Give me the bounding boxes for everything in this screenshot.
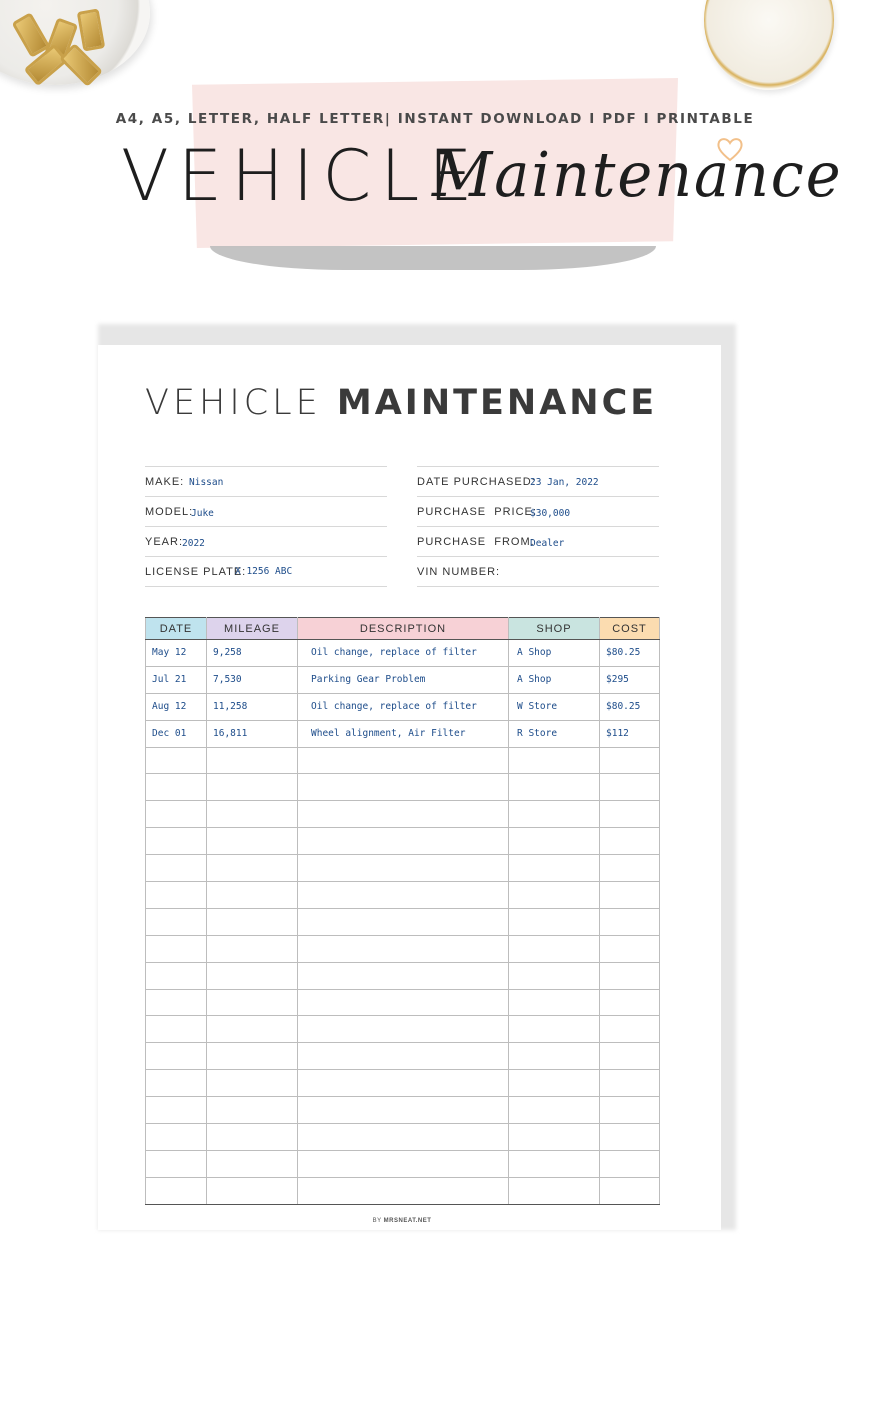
cell-date[interactable]	[146, 962, 207, 989]
date-purchased-value: 23 Jan, 2022	[530, 477, 599, 488]
year-label: YEAR:	[145, 536, 184, 548]
cell-mileage[interactable]	[207, 828, 298, 855]
column-header-mileage: MILEAGE	[207, 618, 298, 640]
cell-shop[interactable]	[509, 1124, 600, 1151]
cell-shop[interactable]	[509, 1016, 600, 1043]
vin-number-field[interactable]	[417, 557, 659, 587]
cell-date[interactable]: Aug 12	[146, 693, 207, 720]
page-title-bold: MAINTENANCE	[336, 383, 658, 423]
license-plate-value: X 1256 ABC	[235, 566, 293, 577]
cell-mileage[interactable]: 11,258	[207, 693, 298, 720]
cell-shop[interactable]	[509, 801, 600, 828]
cell-description[interactable]: Oil change, replace of filter	[298, 693, 509, 720]
purchase-from-value: Dealer	[530, 538, 565, 549]
table-row	[146, 1124, 660, 1151]
cell-date[interactable]	[146, 989, 207, 1016]
column-header-shop: SHOP	[509, 618, 600, 640]
cell-cost[interactable]: $80.25	[600, 693, 660, 720]
year-value: 2022	[182, 538, 205, 549]
cell-date[interactable]	[146, 1016, 207, 1043]
license-plate-label: LICENSE PLATE:	[145, 566, 247, 578]
table-row	[146, 989, 660, 1016]
cell-description[interactable]	[298, 1070, 509, 1097]
cell-cost[interactable]	[600, 747, 660, 774]
cell-description[interactable]	[298, 747, 509, 774]
cell-date[interactable]: Dec 01	[146, 720, 207, 747]
cell-description[interactable]	[298, 1150, 509, 1177]
cell-shop[interactable]	[509, 908, 600, 935]
cell-mileage[interactable]: 7,530	[207, 666, 298, 693]
cell-date[interactable]	[146, 1177, 207, 1204]
vin-number-label: VIN NUMBER:	[417, 566, 501, 578]
table-row	[146, 1177, 660, 1204]
banner-tape-shadow	[210, 246, 656, 270]
cell-description[interactable]	[298, 962, 509, 989]
cell-cost[interactable]	[600, 828, 660, 855]
table-row	[146, 693, 660, 720]
cell-shop[interactable]	[509, 1177, 600, 1204]
cell-shop[interactable]: A Shop	[509, 666, 600, 693]
cell-mileage[interactable]: 9,258	[207, 640, 298, 667]
table-row	[146, 882, 660, 909]
cell-mileage[interactable]	[207, 1043, 298, 1070]
cell-shop[interactable]	[509, 747, 600, 774]
footer-brand: MRSNEAT.NET	[383, 1218, 432, 1224]
cell-description[interactable]	[298, 1177, 509, 1204]
cell-mileage[interactable]	[207, 1016, 298, 1043]
column-header-date: DATE	[146, 618, 207, 640]
cell-description[interactable]: Oil change, replace of filter	[298, 640, 509, 667]
cell-date[interactable]	[146, 935, 207, 962]
banner-title-script: Maintenance	[432, 138, 843, 211]
cell-mileage[interactable]	[207, 1070, 298, 1097]
cell-date[interactable]: Jul 21	[146, 666, 207, 693]
cell-description[interactable]: Wheel alignment, Air Filter	[298, 720, 509, 747]
year-field[interactable]	[145, 527, 387, 557]
table-row	[146, 935, 660, 962]
cell-cost[interactable]	[600, 989, 660, 1016]
make-label: MAKE:	[145, 476, 185, 488]
cell-mileage[interactable]	[207, 989, 298, 1016]
table-header-row	[146, 618, 660, 640]
cell-description[interactable]	[298, 1043, 509, 1070]
cell-cost[interactable]	[600, 1070, 660, 1097]
cell-shop[interactable]	[509, 774, 600, 801]
cell-date[interactable]	[146, 828, 207, 855]
cell-cost[interactable]	[600, 801, 660, 828]
cell-date[interactable]	[146, 855, 207, 882]
cell-date[interactable]	[146, 774, 207, 801]
cell-description[interactable]	[298, 828, 509, 855]
table-row	[146, 666, 660, 693]
table-row	[146, 747, 660, 774]
cell-cost[interactable]	[600, 1016, 660, 1043]
purchase-price-value: $30,000	[530, 508, 571, 519]
cell-cost[interactable]	[600, 1177, 660, 1204]
make-field[interactable]	[145, 467, 387, 497]
purchase-price-field[interactable]	[417, 497, 659, 527]
cell-mileage[interactable]	[207, 1177, 298, 1204]
cell-cost[interactable]	[600, 855, 660, 882]
purchase-from-label: PURCHASE FROM:	[417, 536, 535, 548]
page-title-light: VEHICLE	[145, 383, 322, 423]
cell-shop[interactable]	[509, 989, 600, 1016]
cell-date[interactable]	[146, 1124, 207, 1151]
cell-mileage[interactable]	[207, 747, 298, 774]
date-purchased-label: DATE PURCHASED:	[417, 476, 536, 488]
cell-cost[interactable]	[600, 882, 660, 909]
model-field[interactable]	[145, 497, 387, 527]
cell-mileage[interactable]	[207, 1124, 298, 1151]
cell-cost[interactable]	[600, 774, 660, 801]
cell-shop[interactable]	[509, 1097, 600, 1124]
cell-mileage[interactable]	[207, 774, 298, 801]
model-label: MODEL:	[145, 506, 194, 518]
cell-description[interactable]	[298, 935, 509, 962]
gold-plate-icon	[704, 0, 834, 90]
cell-shop[interactable]	[509, 882, 600, 909]
cell-cost[interactable]: $80.25	[600, 640, 660, 667]
gold-clips-icon	[0, 0, 150, 85]
cell-description[interactable]	[298, 1016, 509, 1043]
cell-mileage[interactable]	[207, 801, 298, 828]
banner-title-main: VEHICLE	[121, 135, 482, 217]
cell-mileage[interactable]	[207, 1150, 298, 1177]
cell-cost[interactable]	[600, 935, 660, 962]
footer-by: BY	[372, 1218, 382, 1224]
cell-cost[interactable]	[600, 1043, 660, 1070]
cell-date[interactable]	[146, 1097, 207, 1124]
table-row	[146, 1150, 660, 1177]
table-row	[146, 908, 660, 935]
table-row	[146, 640, 660, 667]
cell-cost[interactable]	[600, 1097, 660, 1124]
cell-cost[interactable]	[600, 908, 660, 935]
cell-mileage[interactable]	[207, 855, 298, 882]
cell-date[interactable]	[146, 747, 207, 774]
cell-description[interactable]	[298, 855, 509, 882]
footer-credit	[0, 1218, 804, 1224]
table-row	[146, 855, 660, 882]
purchase-price-label: PURCHASE PRICE:	[417, 506, 537, 518]
cell-mileage[interactable]	[207, 935, 298, 962]
cell-shop[interactable]	[509, 962, 600, 989]
cell-mileage[interactable]	[207, 882, 298, 909]
cell-cost[interactable]: $112	[600, 720, 660, 747]
cell-mileage[interactable]	[207, 962, 298, 989]
cell-date[interactable]	[146, 1070, 207, 1097]
cell-shop[interactable]	[509, 855, 600, 882]
model-value: Juke	[191, 508, 214, 519]
banner-formats: A4, A5, LETTER, HALF LETTER| INSTANT DOWNLOAD I PDF I PRINTABLE	[115, 111, 755, 127]
cell-cost[interactable]: $295	[600, 666, 660, 693]
table-row	[146, 801, 660, 828]
cell-shop[interactable]: A Shop	[509, 640, 600, 667]
table-row	[146, 774, 660, 801]
table-row	[146, 1043, 660, 1070]
cell-description[interactable]	[298, 989, 509, 1016]
cell-mileage[interactable]	[207, 908, 298, 935]
cell-description[interactable]	[298, 908, 509, 935]
license-plate-field[interactable]	[145, 557, 387, 587]
cell-date[interactable]	[146, 1150, 207, 1177]
cell-date[interactable]: May 12	[146, 640, 207, 667]
cell-cost[interactable]	[600, 962, 660, 989]
column-header-description: DESCRIPTION	[298, 618, 509, 640]
cell-shop[interactable]	[509, 935, 600, 962]
cell-date[interactable]	[146, 1043, 207, 1070]
heart-icon	[715, 134, 745, 164]
cell-description[interactable]	[298, 774, 509, 801]
cell-shop[interactable]	[509, 1150, 600, 1177]
cell-shop[interactable]	[509, 828, 600, 855]
cell-date[interactable]	[146, 908, 207, 935]
cell-date[interactable]	[146, 882, 207, 909]
purchase-from-field[interactable]	[417, 527, 659, 557]
table-row	[146, 962, 660, 989]
cell-mileage[interactable]	[207, 1097, 298, 1124]
cell-description[interactable]: Parking Gear Problem	[298, 666, 509, 693]
cell-description[interactable]	[298, 1124, 509, 1151]
cell-shop[interactable]	[509, 1070, 600, 1097]
cell-description[interactable]	[298, 1097, 509, 1124]
cell-date[interactable]	[146, 801, 207, 828]
cell-description[interactable]	[298, 801, 509, 828]
maintenance-log-table	[145, 617, 660, 1205]
cell-cost[interactable]	[600, 1150, 660, 1177]
cell-description[interactable]	[298, 882, 509, 909]
page-title	[145, 383, 657, 423]
table-row	[146, 1097, 660, 1124]
table-row	[146, 1016, 660, 1043]
column-header-cost: COST	[600, 618, 660, 640]
table-row	[146, 828, 660, 855]
cell-shop[interactable]: R Store	[509, 720, 600, 747]
table-row	[146, 720, 660, 747]
cell-cost[interactable]	[600, 1124, 660, 1151]
date-purchased-field[interactable]	[417, 467, 659, 497]
make-value: Nissan	[189, 477, 224, 488]
cell-mileage[interactable]: 16,811	[207, 720, 298, 747]
table-row	[146, 1070, 660, 1097]
cell-shop[interactable]: W Store	[509, 693, 600, 720]
cell-shop[interactable]	[509, 1043, 600, 1070]
